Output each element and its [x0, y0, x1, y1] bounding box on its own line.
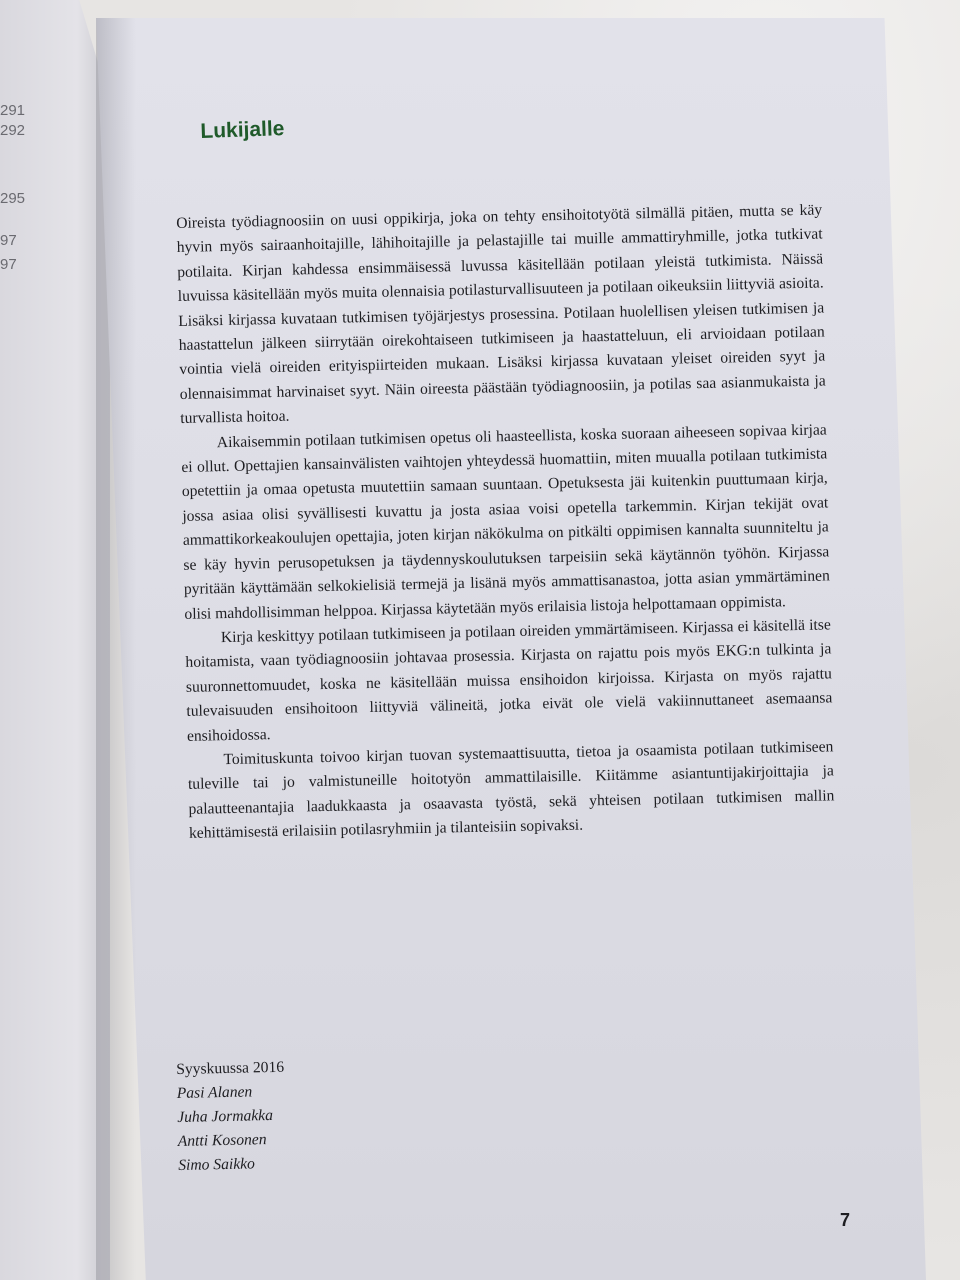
body-text — [176, 198, 835, 846]
signoff-date: Syyskuussa 2016 — [176, 1058, 285, 1078]
author-name: Antti Kosonen — [177, 1131, 267, 1150]
paragraph: Aikaisemmin potilaan tutkimisen opetus oli haasteellista, koska suoraan aiheeseen sopivaa kirjaa ei ollut. Opettajien kansainvälisten vaihtojen yhteydessä huomattiin, miten muualla potilaan tutkimista opetettiin ja omaa opetusta muutettiin samaan suuntaan. Opetuksesta jäi kuitenkin puuttumaan kirja, jossa asiaa olisi syvällisesti kuvattu ja josta asiaa voisi opetella tarkemmin. Kirjan tekijät ovat ammattikorkeakoulujen opettajia, joten kirjan näkökulma on pitkälti oppimisen kannalta suunniteltu ja se käy hyvin perusopetuksen ja täydennyskoulutuksen tarpeisiin sekä käytännön työhön. Kirjassa pyritään käyttämään selkokielisiä termejä ja lisänä myös ammattisanastoa, jotta asian ymmärtäminen olisi mahdollisimman helppoa. Kirjassa käytetään myös erilaisia listoja helpottamaan oppimista. — [181, 421, 830, 623]
author-name: Pasi Alanen — [176, 1083, 253, 1102]
page-gutter-shadow — [96, 18, 136, 1280]
page-title: Lukijalle — [200, 117, 285, 143]
previous-page-number: 291 — [0, 102, 26, 119]
previous-page-number: 295 — [0, 190, 26, 207]
paragraph: Oireista työdiagnoosiin on uusi oppikirja, joka on tehty ensihoitotyötä silmällä pitäen, mutta se käy hyvin myös sairaanhoitajille, lähihoitajille ja pelastajille tai muille ammattiryhmille, jotka tutkivat potilaita. Kirjan kahdessa ensimmäisessä luvussa käsitellään potilaan yleistä tutkimista. Näissä luvuissa käsitellään myös muita olennaisia potilasturvallisuuteen ja potilaan oikeuksiin liittyviä asioita. Lisäksi kirjassa kuvataan tutkimisen työjärjestys prosessina. Potilaan huolellisen yleisen tutkimisen ja haastattelun jälkeen siirrytään oirekohtaiseen tutkimiseen ja haastatteluun, eli arvioidaan potilaan vointia vielä oireiden erityispiirteiden mukaan. Lisäksi kirjassa kuvataan yleiset oireiden syyt ja olennaisimmat harvinaiset syyt. Näin oireesta päästään työdiagnoosiin, ja potilas saa asianmukaista ja turvallista hoitoa. — [176, 201, 826, 428]
author-name: Simo Saikko — [178, 1155, 256, 1174]
paragraph: Kirja keskittyy potilaan tutkimiseen ja potilaan oireiden ymmärtämiseen. Kirjassa ei käsitellä itse hoitamista, vaan työdiagnoosiin johtavaa prosessia. Kirjasta on rajattu pois myös EKG:n tulkinta ja suuronnettomuudet, koska ne käsitellään muissa ensihoidon kirjoissa. Kirjasta on myös rajattu tulevaisuuden ensihoitoon liittyviä välineitä, jotka eivät ole vielä vakiinnuttaneet asemaansa ensihoidossa. — [185, 616, 833, 745]
previous-page-number: 292 — [0, 122, 26, 139]
page-number: 7 — [840, 1210, 851, 1230]
paragraph: Toimituskunta toivoo kirjan tuovan systemaattisuutta, tietoa ja osaamista potilaan tutkimiseen tuleville tai jo valmistuneille hoitotyön ammattilaisille. Kiitämme asiantuntijakirjoittajia ja palautteenantajia laadukkaasta ja osaavasta työstä, sekä yhteisen potilaan tutkimisen mallin kehittämisestä erilaisiin potilasryhmiin ja tilanteisiin sopivaksi. — [187, 738, 835, 843]
previous-page-number: 97 — [0, 256, 17, 273]
author-name: Juha Jormakka — [177, 1106, 274, 1126]
previous-page-number: 97 — [0, 232, 17, 249]
signoff — [176, 1050, 578, 1178]
